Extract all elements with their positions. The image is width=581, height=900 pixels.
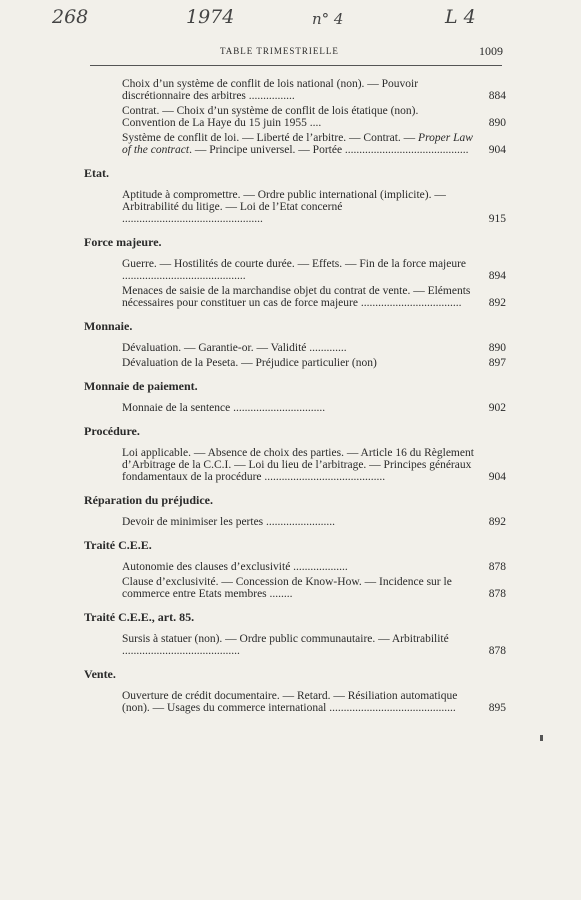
header-rule [90,65,502,66]
index-section [86,319,506,369]
entry-page-number: 878 [488,588,506,600]
section-heading: Monnaie. [84,319,133,333]
index-entry [86,78,506,102]
index-section [86,667,506,714]
index-section [86,166,506,225]
section-heading: Vente. [84,667,116,681]
index-entry [86,357,506,369]
handwritten-note-number: n° 4 [312,10,344,28]
entry-text: Devoir de minimiser les pertes ........................ [122,516,336,528]
running-title: TABLE TRIMESTRIELLE [220,46,339,56]
entry-page-number: 890 [488,342,506,354]
handwritten-note-left: 268 [52,6,89,28]
section-heading: Traité C.E.E. [84,538,152,552]
index-entry [86,189,506,225]
entry-page-number: 904 [488,471,506,483]
entry-page-number: 915 [488,213,506,225]
entry-text: Monnaie de la sentence ................................ [122,402,326,414]
entry-page-number: 902 [488,402,506,414]
index-content [86,78,506,724]
index-section [86,610,506,657]
entry-text: Aptitude à compromettre. — Ordre public international (implicite). — Arbitrabilité du litige. — Loi de l’Etat concerné ................................................. [122,189,446,225]
entry-page-number: 884 [488,90,506,102]
page-number: 1009 [479,44,503,58]
index-entry [86,342,506,354]
entry-text: Sursis à statuer (non). — Ordre public communautaire. — Arbitrabilité ......................................... [122,633,449,657]
entry-text: Dévaluation de la Peseta. — Préjudice particulier (non) [122,357,377,369]
entry-page-number: 892 [488,297,506,309]
handwritten-note-year: 1974 [186,6,235,28]
entry-text: Loi applicable. — Absence de choix des parties. — Article 16 du Règlement d’Arbitrage de la C.C.I. — Loi du lieu de l’arbitrage. — Principes généraux fondamentaux de la procédure .......................................... [122,447,474,483]
entry-page-number: 892 [488,516,506,528]
entry-page-number: 904 [488,144,506,156]
section-heading: Procédure. [84,424,140,438]
section-heading: Etat. [84,166,109,180]
entry-text: Ouverture de crédit documentaire. — Retard. — Résiliation automatique (non). — Usages du commerce international ............................................ [122,690,458,714]
index-section [86,235,506,309]
entry-text: Clause d’exclusivité. — Concession de Know-How. — Incidence sur le commerce entre Etats membres ........ [122,576,452,600]
index-section [86,538,506,600]
index-entry [86,633,506,657]
index-entry [86,690,506,714]
entry-text: Menaces de saisie de la marchandise objet du contrat de vente. — Eléments nécessaires pour constituer un cas de force majeure ................................... [122,285,471,309]
entry-page-number: 878 [488,561,506,573]
index-entry [86,285,506,309]
entry-text: Contrat. — Choix d’un système de conflit de lois étatique (non). Convention de La Haye du 15 juin 1955 .... [122,105,419,129]
index-section [86,424,506,483]
entry-page-number: 895 [488,702,506,714]
entry-page-number: 878 [488,645,506,657]
entry-text: Système de conflit de loi. — Liberté de l’arbitre. — Contrat. — Proper Law of the contract. — Principe universel. — Portée ........................................... [122,132,473,156]
handwritten-note-right: L 4 [445,6,476,28]
index-entry [86,516,506,528]
entry-text: Choix d’un système de conflit de lois national (non). — Pouvoir discrétionnaire des arbitres ................ [122,78,419,102]
entry-page-number: 890 [488,117,506,129]
entry-page-number: 897 [488,357,506,369]
entry-text: Guerre. — Hostilités de courte durée. — Effets. — Fin de la force majeure ........................................... [122,258,467,282]
section-heading: Monnaie de paiement. [84,379,198,393]
section-heading: Force majeure. [84,235,162,249]
index-entry [86,132,506,156]
page-header [80,46,501,62]
index-section [86,493,506,528]
entry-text: Dévaluation. — Garantie-or. — Validité ............. [122,342,347,354]
index-section [86,379,506,414]
index-entry [86,258,506,282]
entry-page-number: 894 [488,270,506,282]
index-entry [86,576,506,600]
index-entry [86,402,506,414]
margin-mark [540,735,543,741]
index-section [86,78,506,156]
section-heading: Traité C.E.E., art. 85. [84,610,195,624]
index-entry [86,447,506,483]
section-heading: Réparation du préjudice. [84,493,213,507]
index-entry [86,561,506,573]
index-entry [86,105,506,129]
entry-text: Autonomie des clauses d’exclusivité ................... [122,561,348,573]
